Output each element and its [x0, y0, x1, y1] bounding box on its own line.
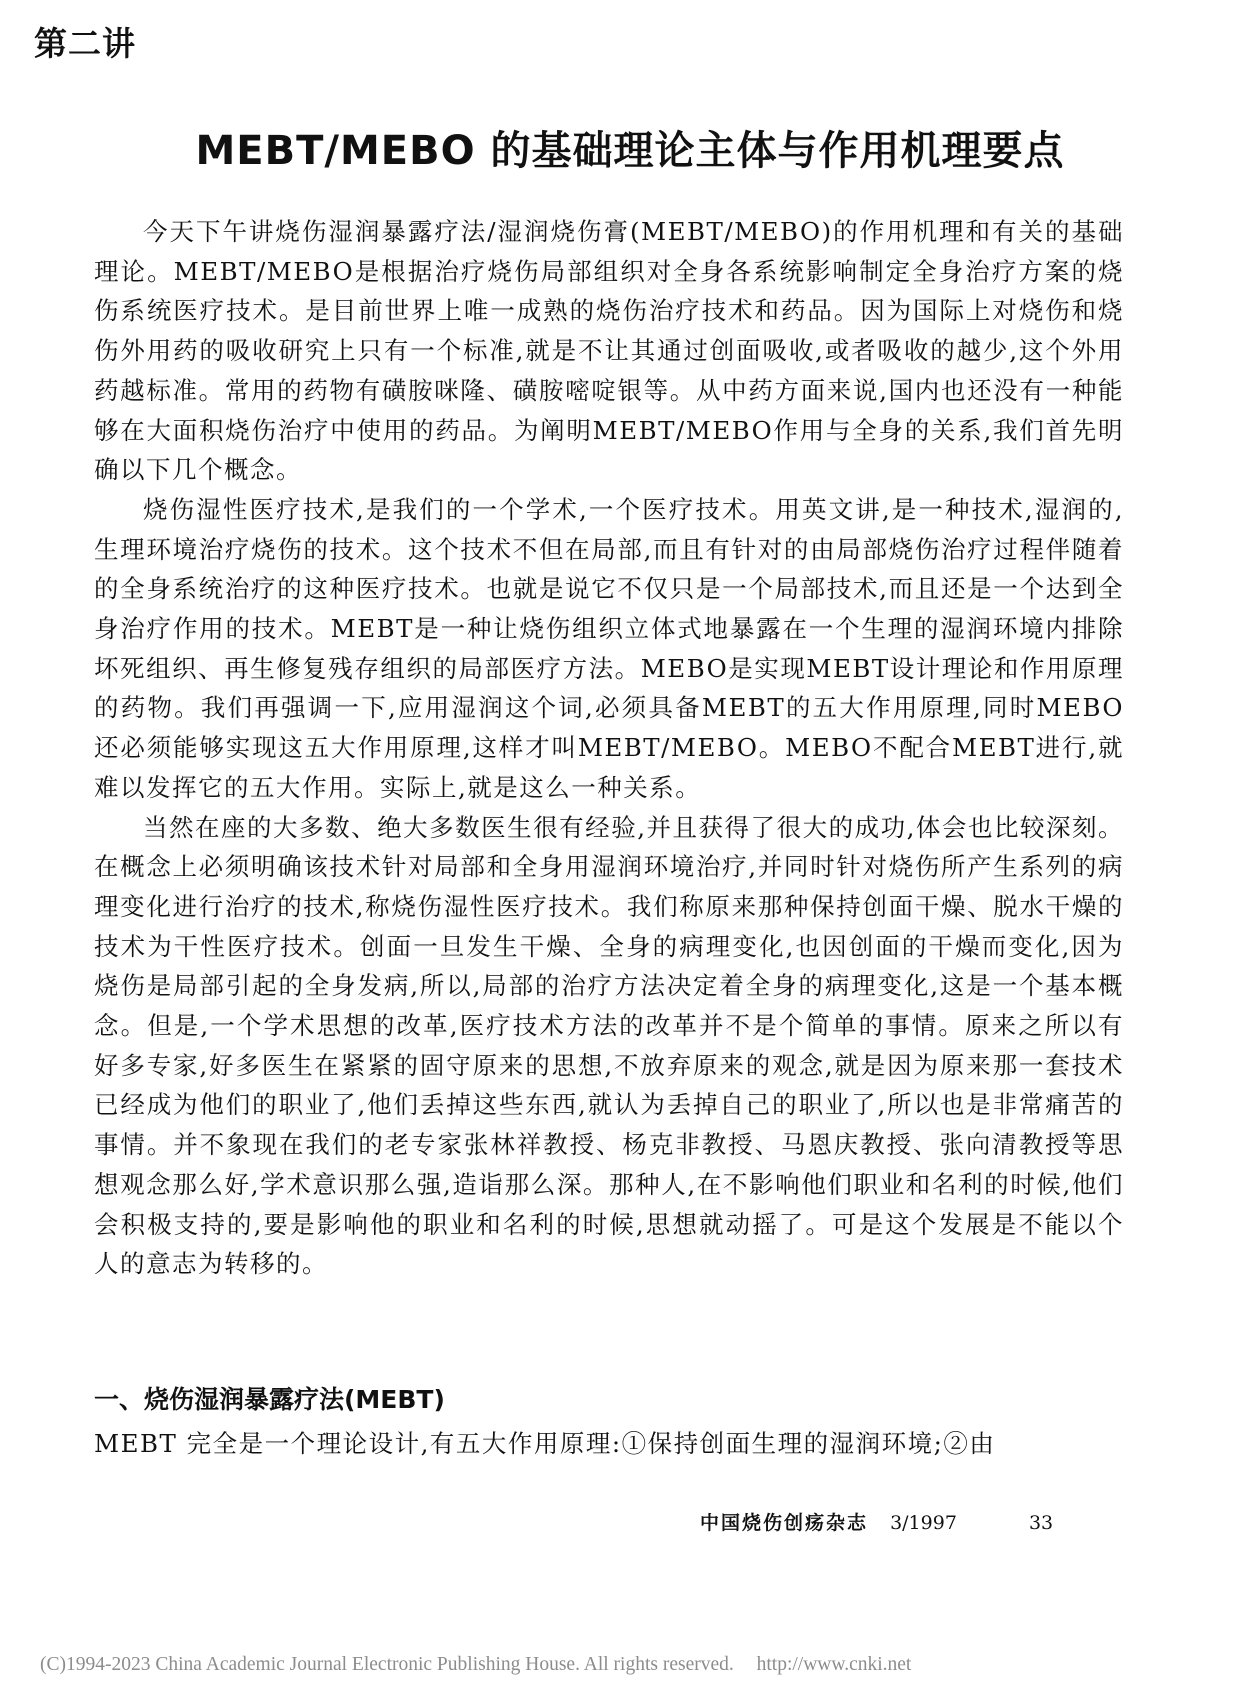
- section-first-line: MEBT 完全是一个理论设计,有五大作用原理:①保持创面生理的湿润环境;②由: [94, 1429, 996, 1458]
- paragraph-1: 今天下午讲烧伤湿润暴露疗法/湿润烧伤膏(MEBT/MEBO)的作用机理和有关的基础理论。MEBT/MEBO是根据治疗烧伤局部组织对全身各系统影响制定全身治疗方案的烧伤系统医疗技术。是目前世界上唯一成熟的烧伤治疗技术和药品。因为国际上对烧伤和烧伤外用药的吸收研究上只有一个标准,就是不让其通过创面吸收,或者吸收的越少,这个外用药越标准。常用的药物有磺胺咪隆、磺胺嘧啶银等。从中药方面来说,国内也还没有一种能够在大面积烧伤治疗中使用的药品。为阐明MEBT/MEBO作用与全身的关系,我们首先明确以下几个概念。: [94, 217, 1124, 485]
- paragraph-2: 烧伤湿性医疗技术,是我们的一个学术,一个医疗技术。用英文讲,是一种技术,湿润的,生理环境治疗烧伤的技术。这个技术不但在局部,而且有针对的由局部烧伤治疗过程伴随着的全身系统治疗的这种医疗技术。也就是说它不仅只是一个局部技术,而且还是一个达到全身治疗作用的技术。MEBT是一种让烧伤组织立体式地暴露在一个生理的湿润环境内排除坏死组织、再生修复残存组织的局部医疗方法。MEBO是实现MEBT设计理论和作用原理的药物。我们再强调一下,应用湿润这个词,必须具备MEBT的五大作用原理,同时MEBO还必须能够实现这五大作用原理,这样才叫MEBT/MEBO。MEBO不配合MEBT进行,就难以发挥它的五大作用。实际上,就是这么一种关系。: [94, 494, 1124, 802]
- page-title: MEBT/MEBO 的基础理论主体与作用机理要点: [195, 128, 1065, 174]
- page-footer: [700, 1509, 1053, 1537]
- page-number: 33: [1028, 1512, 1054, 1534]
- article-body: [94, 212, 1124, 1284]
- copyright-url: http://www.cnki.net: [756, 1654, 912, 1675]
- journal-name: 中国烧伤创疡杂志: [700, 1512, 869, 1534]
- copyright-text: (C)1994-2023 China Academic Journal Electronic Publishing House. All rights reserved.: [40, 1654, 734, 1675]
- lecture-label: 第二讲: [34, 24, 136, 63]
- issue-number: 3/1997: [890, 1512, 957, 1534]
- copyright-notice: [40, 1652, 911, 1678]
- paragraph-3: 当然在座的大多数、绝大多数医生很有经验,并且获得了很大的成功,体会也比较深刻。在概念上必须明确该技术针对局部和全身用湿润环境治疗,并同时针对烧伤所产生系列的病理变化进行治疗的技术,称烧伤湿性医疗技术。我们称原来那种保持创面干燥、脱水干燥的技术为干性医疗技术。创面一旦发生干燥、全身的病理变化,也因创面的干燥而变化,因为烧伤是局部引起的全身发病,所以,局部的治疗方法决定着全身的病理变化,这是一个基本概念。但是,一个学术思想的改革,医疗技术方法的改革并不是个简单的事情。原来之所以有好多专家,好多医生在紧紧的固守原来的思想,不放弃原来的观念,就是因为原来那一套技术已经成为他们的职业了,他们丢掉这些东西,就认为丢掉自己的职业了,所以也是非常痛苦的事情。并不象现在我们的老专家张林祥教授、杨克非教授、马恩庆教授、张向清教授等思想观念那么好,学术意识那么强,造诣那么深。那种人,在不影响他们职业和名利的时候,他们会积极支持的,要是影响他的职业和名利的时候,思想就动摇了。可是这个发展是不能以个人的意志为转移的。: [94, 812, 1124, 1279]
- section-heading: 一、烧伤湿润暴露疗法(MEBT): [94, 1385, 445, 1414]
